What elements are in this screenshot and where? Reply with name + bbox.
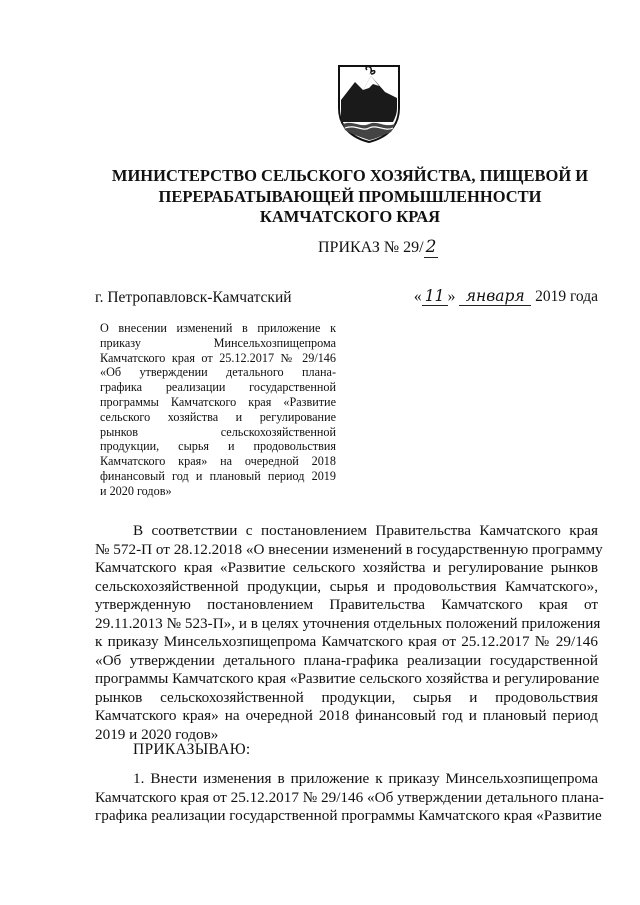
- body-line: утвержденную постановлением Правительства Камчатского края от: [95, 596, 598, 613]
- date-close-quote: »: [447, 288, 456, 305]
- handwritten-order-number: 2: [425, 237, 437, 257]
- body-line: сельскохозяйственной продукции, сырья и продовольствия Камчатского»,: [95, 577, 598, 595]
- body-line: 1. Внести изменения в приложение к приказу Минсельхозпищепрома: [133, 770, 598, 787]
- body-line: 29.11.2013 № 523-П», и в целях уточнения отдельных положений приложения: [95, 614, 601, 632]
- order-date: [414, 287, 598, 306]
- handwritten-day: 11: [422, 287, 448, 306]
- body-line: 2019 и 2020 годов»: [95, 725, 219, 743]
- body-line: программы Камчатского края «Развитие сельского хозяйства и регулирование: [95, 670, 600, 687]
- subject-line: продукции, сырья и продовольствия: [100, 439, 336, 454]
- subject-line: Камчатского края» на очередной 2018: [100, 454, 336, 469]
- title-line: КАМЧАТСКОГО КРАЯ: [259, 207, 441, 226]
- ministry-title: [60, 166, 640, 228]
- body-line: № 572-П от 28.12.2018 «О внесении изменений в государственную программу: [95, 540, 603, 558]
- body-line: «Об утверждении детального плана-графика реализации государственной: [95, 651, 598, 669]
- subject-line: приказу Минсельхозпищепрома: [100, 335, 336, 350]
- order-number: [318, 237, 438, 257]
- subject-line: «Об утверждении детального плана-: [100, 365, 336, 380]
- subject-line: сельского хозяйства и регулирование: [100, 409, 336, 424]
- subject-line: и 2020 годов»: [100, 483, 172, 498]
- handwritten-month: января: [459, 287, 531, 306]
- body-line: Камчатского края «Развитие сельского хозяйства и регулирование рынков: [95, 559, 598, 576]
- body-line: Камчатского края» на очередной 2018 финансовый год и плановый период: [95, 707, 598, 724]
- title-line: МИНИСТЕРСТВО СЕЛЬСКОГО ХОЗЯЙСТВА, ПИЩЕВОЙ И: [111, 166, 589, 185]
- subject-line: О внесении изменений в приложение к: [100, 321, 336, 335]
- date-open-quote: «: [413, 288, 422, 305]
- body-line: рынков сельскохозяйственной продукции, сырья и продовольствия: [95, 688, 598, 706]
- city-name: г. Петропавловск-Камчатский: [95, 289, 292, 306]
- order-item-1: [95, 770, 604, 826]
- subject-line: финансовый год и плановый период 2019: [100, 468, 336, 483]
- body-line: к приказу Минсельхозпищепрома Камчатского края от 25.12.2017 № 29/146: [95, 633, 598, 650]
- body-line: В соответствии с постановлением Правительства Камчатского края: [133, 522, 598, 539]
- body-line: Камчатского края от 25.12.2017 № 29/146 «Об утверждении детального плана-: [95, 788, 604, 806]
- subject-line: рынков сельскохозяйственной: [100, 424, 336, 439]
- subject-line: Камчатского края от 25.12.2017 № 29/146: [100, 350, 336, 365]
- body-line: графика реализации государственной программы Камчатского края «Развитие: [95, 807, 602, 824]
- subject-line: программы Камчатского края «Развитие: [100, 394, 336, 409]
- date-year: 2019 года: [535, 288, 598, 305]
- title-line: ПЕРЕРАБАТЫВАЮЩЕЙ ПРОМЫШЛЕННОСТИ: [158, 186, 542, 206]
- kamchatka-coat-of-arms-icon: [333, 62, 405, 144]
- order-heading: ПРИКАЗЫВАЮ:: [133, 741, 251, 758]
- preamble-paragraph: [95, 522, 603, 744]
- order-label: ПРИКАЗ № 29/: [318, 239, 424, 256]
- subject-line: графика реализации государственной: [100, 380, 336, 395]
- order-subject: [100, 321, 336, 499]
